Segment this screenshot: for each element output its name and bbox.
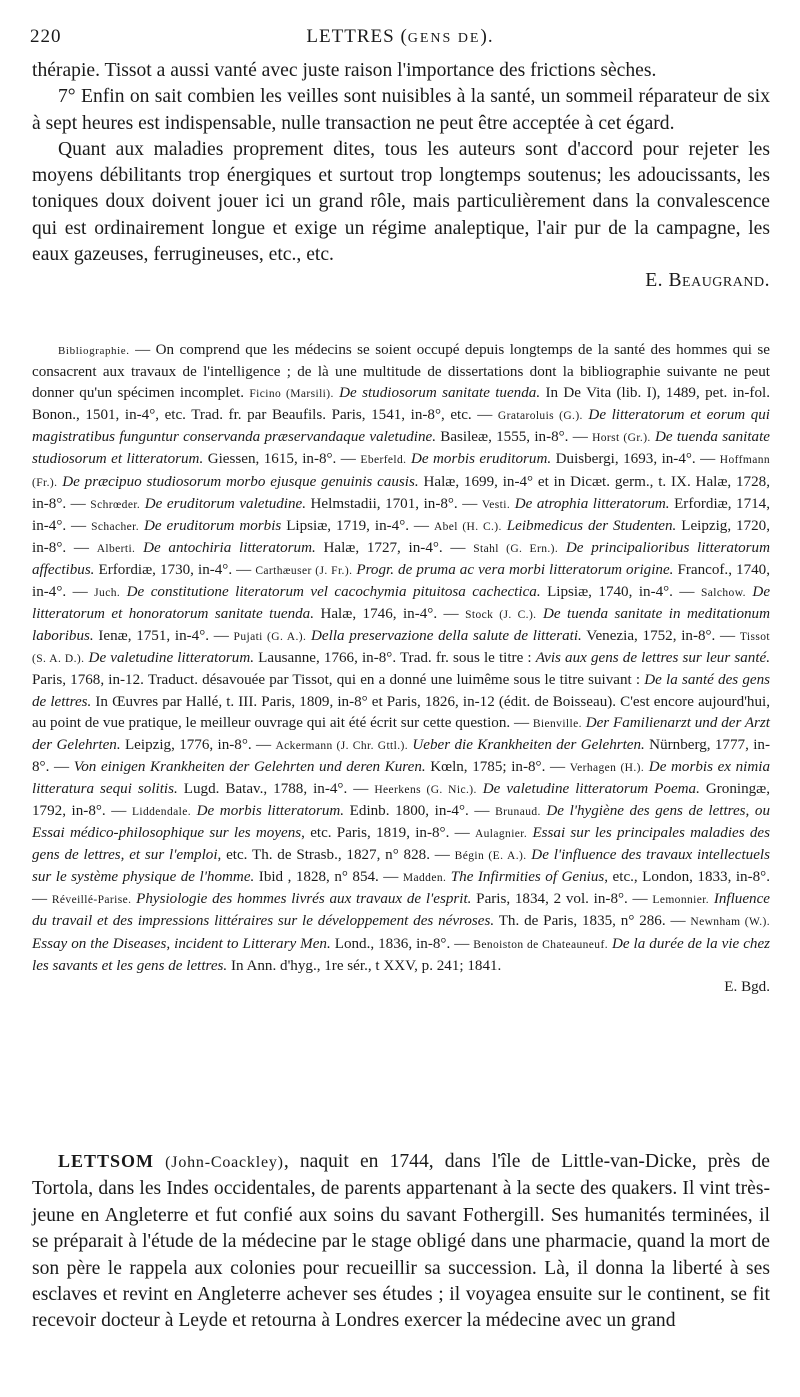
citation-title: De tuenda sanitate in meditationum laboribus.: [32, 606, 770, 645]
running-title-sub: GENS DE: [407, 31, 481, 46]
citation-author: Pujati (G. A.).: [233, 631, 307, 644]
citation-title: De morbis ex nimia litteratura sequi solitis.: [32, 758, 770, 797]
citation-author: Hoffmann (Fr.).: [32, 454, 771, 489]
citation-details: Edinb. 1800, in-4°. —: [344, 802, 496, 819]
citation-details: Helmstadii, 1701, in-8°. —: [306, 495, 482, 512]
citation-title: Leibmedicus der Studenten.: [506, 517, 677, 534]
citation-author: Alberti.: [96, 542, 136, 555]
citation-title: Avis aux gens de lettres sur leur santé.: [535, 650, 770, 667]
citation-author: Newnham (W.).: [690, 916, 771, 929]
citation-author: Madden.: [402, 872, 447, 885]
citation-details: Lond., 1836, in-8°. —: [330, 935, 474, 952]
citation-author: Aulagnier.: [474, 828, 528, 841]
citation-title: De eruditorum valetudine.: [144, 495, 306, 512]
citation-author: Verhagen (H.).: [569, 761, 645, 774]
bibliography-intro: — On comprend que les médecins se soient occupé depuis longtemps de la santé des hommes qui se consacrent aux travaux de l'intelligence ; de là une multitude de dissertations dont la bibliographie suivante ne peut donner qu'un spécimen incomplet.: [32, 342, 770, 402]
citation-details: Halæ, 1699, in-4° et in Dicæt. germ., t. IX. Halæ, 1728, in-8°. —: [32, 473, 770, 512]
citation-details: , etc. Paris, 1819, in-8°. —: [301, 825, 475, 842]
citation-title: De præcipuo studiosorum morbo ejusque genuinis causis.: [62, 473, 419, 490]
citation-details: Halæ, 1727, in-4°. —: [315, 539, 474, 556]
citation-details: Erfordiæ, 1714, in-4°. —: [32, 495, 771, 534]
entry-names: (John-Coackley): [165, 1154, 284, 1171]
bibliography-label: Bibliographie.: [58, 345, 130, 357]
citation-details: Francof., 1740, in-4°. —: [32, 561, 770, 601]
paragraph: thérapie. Tissot a aussi vanté avec juste raison l'importance des frictions sèches.: [32, 60, 657, 81]
running-title-main: LETTRES: [306, 26, 395, 47]
citation-details: In Ann. d'hyg., 1re sér., t XXV, p. 241; 1841.: [227, 957, 502, 974]
citation-details: , etc. Th. de Strasb., 1827, n° 828. —: [217, 847, 455, 864]
citation-author: Bégin (E. A.).: [454, 850, 527, 863]
citation-title: Progr. de pruma ac vera morbi litteratorum origine.: [356, 561, 674, 578]
citation-details: Nürnberg, 1777, in-8°. —: [32, 736, 770, 775]
citation-details: Lausanne, 1766, in-8°. Trad. fr. sous le titre :: [254, 650, 536, 667]
citation-author: Vesti.: [481, 498, 511, 511]
citation-author: Carthæuser (J. Fr.).: [255, 564, 353, 577]
citation-title: De la durée de la vie chez les savants et les gens de lettres.: [32, 935, 771, 974]
citation-title: Physiologie des hommes livrés aux travaux de l'esprit.: [136, 891, 472, 908]
citation-title: De studiosorum sanitate tuenda.: [339, 385, 541, 402]
citation-details: Groningæ, 1792, in-8°. —: [32, 780, 771, 819]
entry-headword: LETTSOM: [58, 1151, 155, 1171]
paragraph: [32, 1148, 770, 1335]
paragraph: Quant aux maladies proprement dites, tous les auteurs sont d'accord pour rejeter les moyens débilitants trop énergiques et surtout trop longtemps soutenus; les adoucissants, les toniques doux doivent jouer ici un grand rôle, mais particulièrement dans la convalescence qui est ordinairement longue et exige un régime analeptique, l'air pur de la campagne, les eaux gazeuses, ferrugineuses, etc., etc.: [32, 138, 770, 266]
citation-author: Stock (J. C.).: [465, 609, 537, 622]
citation-title: Von einigen Krankheiten der Gelehrten und deren Kuren.: [73, 758, 426, 775]
running-header: [30, 26, 770, 56]
citation-details: Leipzig, 1720, in-8°. —: [32, 517, 770, 556]
citation-author: Ackermann (J. Chr. Gttl.).: [275, 739, 409, 752]
citation-title: De eruditorum morbis: [143, 517, 282, 534]
citation-author: Benoiston de Chateauneuf.: [473, 938, 608, 951]
citation-author: Horst (Gr.).: [592, 432, 651, 445]
citation-title: De atrophia litteratorum.: [514, 495, 670, 512]
citation-details: Lipsiæ, 1740, in-4°. —: [540, 584, 701, 601]
article-end-text: [32, 58, 770, 295]
citation-details: Ienæ, 1751, in-4°. —: [93, 628, 234, 645]
citation-title: De valetudine litteratorum Poema.: [482, 780, 700, 797]
citation-details: Th. de Paris, 1835, n° 286. —: [494, 913, 691, 930]
citation-author: Brunaud.: [495, 805, 541, 818]
citation-author: Juch.: [94, 587, 121, 600]
citation-title: De tuenda sanitate studiosorum et litteratorum.: [32, 429, 770, 468]
citation-details: Erfordiæ, 1730, in-4°. —: [94, 561, 256, 578]
citation-title: Ueber die Krankheiten der Gelehrten.: [412, 736, 645, 753]
citation-author: Salchow.: [701, 587, 746, 600]
citation-author: Liddendale.: [131, 805, 191, 818]
citation-details: Giessen, 1615, in-8°. —: [203, 451, 361, 468]
bibliography: [32, 340, 770, 998]
citation-details: , etc., London, 1833, in-8°. —: [32, 869, 770, 908]
citation-title: De morbis eruditorum.: [410, 451, 552, 468]
citation-title: Der Familienarzt und der Arzt der Gelehrten.: [32, 714, 771, 753]
citation-title: De principalioribus litteratorum affectibus.: [32, 539, 771, 578]
citation-title: De la santé des gens de lettres.: [32, 672, 770, 710]
citation-details: In De Vita (lib. I), 1489, pet. in-fol. Bonon., 1501, in-4°, etc. Trad. fr. par Beaufils. Paris, 1541, in-8°, etc. —: [32, 385, 770, 424]
citation-author: Heerkens (G. Nic.).: [374, 783, 477, 796]
citation-title: De l'hygiène des gens de lettres, ou Essai médico-philosophique sur les moyens: [32, 802, 771, 842]
citation-title: Essai sur les principales maladies des gens de lettres, et sur l'emploi: [32, 825, 770, 864]
citation-title: Della preservazione della salute de litterati.: [311, 628, 582, 645]
entry-text: , naquit en 1744, dans l'île de Little-van-Dicke, près de Tortola, dans les Indes occidentales, de parents appartenant à la secte des quakers. Il vint très-jeune en Angleterre et fut confié aux soins du savant Fothergill. Ses humanités terminées, il se préparait à l'étude de la médecine par le stage obligé dans une pharmacie, quand la mort de son père le rappela aux colonies pour recueillir sa succession. Là, il donna la liberté à ses esclaves et revint en Angleterre achever ses études ; il voyagea ensuite sur le continent, se fit recevoir docteur à Leyde et retourna à Londres exercer la médecine avec un grand: [32, 1151, 770, 1332]
citation-details: Paris, 1768, in-12. Traduct. désavouée par Tissot, qui en a donné une luimême sous le titre suivant :: [32, 672, 645, 689]
citation-title: De litteratorum et eorum qui magistratibus funguntur conservanda præservandaque valetudine.: [32, 407, 770, 446]
citation-author: Grataroluis (G.).: [497, 410, 583, 423]
citation-title: Influence du travail et des impressions littéraires sur le développement des névroses.: [32, 891, 770, 930]
citation-title: De constitutione literatorum vel cacochymia pituitosa cachectica.: [126, 584, 541, 601]
citation-author: Lemonnier.: [652, 894, 710, 907]
author-signature: E. Beaugrand.: [645, 270, 770, 292]
page-number: 220: [30, 26, 62, 47]
citation-details: Lipsiæ, 1719, in-4°. —: [281, 517, 434, 534]
lettsom-article: [32, 1148, 770, 1335]
citation-details: Duisbergi, 1693, in-4°. —: [551, 451, 720, 468]
citation-author: Schrœder.: [90, 498, 141, 511]
citation-author: Abel (H. C.).: [433, 520, 502, 533]
citation-author: Tissot (S. A. D.).: [32, 631, 770, 666]
citation-details: Venezia, 1752, in-8°. —: [581, 628, 740, 645]
citation-details: Lugd. Batav., 1788, in-4°. —: [177, 780, 375, 797]
citation-title: De morbis litteratorum.: [196, 802, 345, 819]
citation-details: Leipzig, 1776, in-8°. —: [120, 736, 276, 753]
citation-title: De antochiria litteratorum.: [143, 539, 316, 556]
citation-details: Paris, 1834, 2 vol. in-8°. —: [471, 891, 653, 908]
citation-title: Essay on the Diseases, incident to Litterary Men.: [32, 935, 331, 952]
citation-title: De l'influence des travaux intellectuels sur le système physique de l'homme.: [32, 847, 770, 886]
citation-title: The Infirmities of Genius: [450, 869, 605, 886]
citation-author: Eberfeld.: [360, 454, 407, 467]
citation-author: Réveillé-Parise.: [51, 894, 132, 907]
citation-author: Stahl (G. Ern.).: [473, 542, 559, 555]
bibliography-signature: E. Bgd.: [724, 978, 770, 995]
citation-details: In Œuvres par Hallé, t. III. Paris, 1809, in-8° et Paris, 1826, in-12 (édit. de Boisseau). C'est encore aujourd'hui, au point de vue pratique, le meilleur ouvrage qui ait été écrit sur cette question. —: [32, 693, 770, 731]
citation-author: Bienville.: [532, 717, 582, 730]
citation-details: Kœln, 1785; in-8°. —: [425, 758, 570, 775]
citation-title: De litteratorum et honoratorum sanitate tuenda.: [32, 584, 771, 623]
citation-details: Basileæ, 1555, in-8°. —: [436, 429, 593, 446]
citation-author: Schacher.: [91, 520, 140, 533]
citation-title: De valetudine litteratorum.: [88, 650, 255, 667]
running-title: LETTRES (GENS DE).: [306, 26, 494, 47]
citation-details: Halæ, 1746, in-4°. —: [314, 606, 466, 623]
citation-details: Ibid , 1828, n° 854. —: [254, 869, 403, 886]
citation-author: Ficino (Marsili).: [249, 388, 334, 401]
bibliography-paragraph: [32, 340, 770, 977]
paragraph: 7° Enfin on sait combien les veilles sont nuisibles à la santé, un sommeil réparateur de six à sept heures est indispensable, nulle transaction ne peut être acceptée à cet égard.: [32, 86, 770, 134]
